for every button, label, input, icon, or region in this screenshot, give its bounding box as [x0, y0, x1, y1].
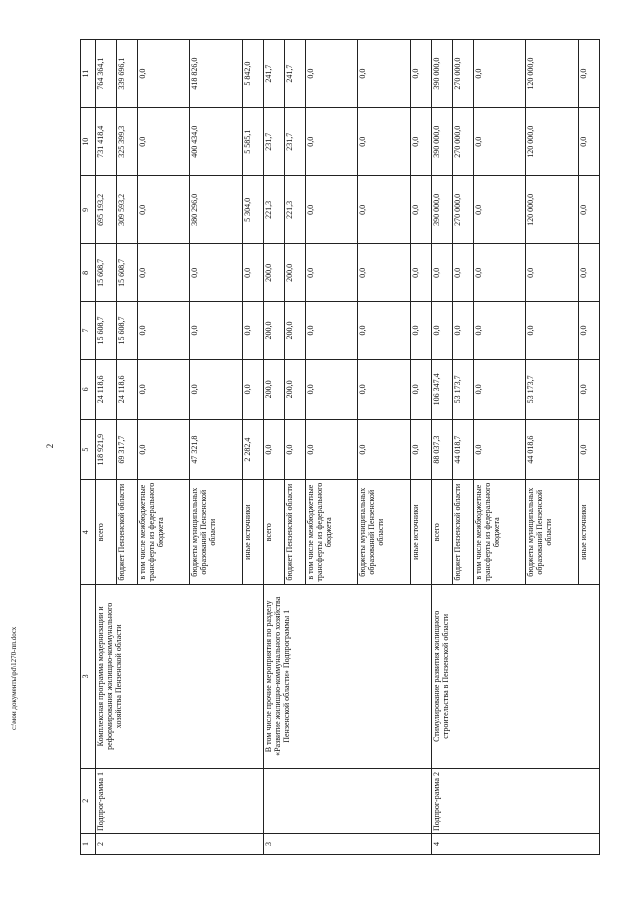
value-cell: 5 842,0: [242, 40, 263, 108]
header-cell: 11: [81, 40, 96, 108]
value-cell: 200,0: [284, 302, 305, 360]
value-cell: 118 921,9: [96, 420, 117, 480]
budget-table: [80, 39, 600, 855]
value-cell: 120 000,0: [526, 108, 578, 176]
value-cell: 0,0: [410, 420, 431, 480]
value-cell: 270 000,0: [452, 176, 473, 244]
subprogram-cell: [263, 768, 431, 834]
row-number-cell: 4: [431, 834, 599, 855]
funding-source-cell: всего: [263, 480, 284, 585]
value-cell: 339 696,1: [117, 40, 138, 108]
value-cell: 15 608,7: [96, 302, 117, 360]
value-cell: 120 000,0: [526, 40, 578, 108]
header-cell: 4: [81, 480, 96, 585]
value-cell: 0,0: [138, 302, 190, 360]
value-cell: 0,0: [358, 359, 410, 419]
value-cell: 0,0: [306, 40, 358, 108]
value-cell: 0,0: [138, 40, 190, 108]
funding-source-cell: бюджеты муниципальных образований Пензенской области: [190, 480, 242, 585]
value-cell: 0,0: [138, 359, 190, 419]
value-cell: 0,0: [578, 40, 599, 108]
funding-source-cell: бюджет Пензенской области: [117, 480, 138, 585]
value-cell: 53 173,7: [452, 359, 473, 419]
value-cell: 0,0: [578, 244, 599, 302]
value-cell: 731 418,4: [96, 108, 117, 176]
table-row: [263, 40, 284, 855]
header-cell: 5: [81, 420, 96, 480]
value-cell: 0,0: [138, 420, 190, 480]
value-cell: 0,0: [473, 244, 525, 302]
value-cell: 200,0: [284, 359, 305, 419]
value-cell: 0,0: [138, 108, 190, 176]
footer-file-path: c:\мои документы\pd\1270-пп.docx: [10, 626, 18, 730]
value-cell: 231,7: [263, 108, 284, 176]
header-cell: 3: [81, 585, 96, 768]
value-cell: 0,0: [473, 40, 525, 108]
value-cell: 0,0: [306, 359, 358, 419]
rotated-table-wrapper: [80, 39, 600, 855]
value-cell: 5 585,1: [242, 108, 263, 176]
funding-source-cell: в том числе межбюджетные трансферты из федерального бюджета: [138, 480, 190, 585]
value-cell: 47 321,8: [190, 420, 242, 480]
value-cell: 0,0: [410, 176, 431, 244]
funding-source-cell: бюджеты муниципальных образований Пензенской области: [358, 480, 410, 585]
value-cell: 0,0: [410, 359, 431, 419]
value-cell: 44 018,7: [452, 420, 473, 480]
value-cell: 0,0: [306, 420, 358, 480]
value-cell: 0,0: [138, 176, 190, 244]
value-cell: 0,0: [473, 302, 525, 360]
program-name-cell: В том числе прочие мероприятия по разделу «Развитие жилищно-коммунального хозяйства Пензенской области» Подпрограммы 1: [263, 585, 431, 768]
funding-source-cell: бюджет Пензенской области: [284, 480, 305, 585]
value-cell: 390 000,0: [431, 108, 452, 176]
row-number-cell: 2: [96, 834, 264, 855]
header-cell: 7: [81, 302, 96, 360]
value-cell: 309 593,2: [117, 176, 138, 244]
header-cell: 1: [81, 834, 96, 855]
value-cell: 53 173,7: [526, 359, 578, 419]
value-cell: 0,0: [526, 302, 578, 360]
header-row: [81, 40, 96, 855]
funding-source-cell: всего: [96, 480, 117, 585]
value-cell: 0,0: [190, 359, 242, 419]
value-cell: 15 608,7: [117, 302, 138, 360]
value-cell: 390 000,0: [431, 176, 452, 244]
value-cell: 0,0: [578, 108, 599, 176]
value-cell: 0,0: [358, 420, 410, 480]
value-cell: 241,7: [284, 40, 305, 108]
value-cell: 0,0: [190, 244, 242, 302]
value-cell: 0,0: [358, 244, 410, 302]
table-row: [96, 40, 117, 855]
program-name-cell: Стимулирование развития жилищного строительства в Пензенской области: [431, 585, 599, 768]
value-cell: 390 000,0: [431, 40, 452, 108]
value-cell: 0,0: [431, 244, 452, 302]
value-cell: 0,0: [578, 302, 599, 360]
value-cell: 0,0: [578, 359, 599, 419]
value-cell: 2 282,4: [242, 420, 263, 480]
funding-source-cell: бюджет Пензенской области: [452, 480, 473, 585]
funding-source-cell: иные источники: [578, 480, 599, 585]
funding-source-cell: всего: [431, 480, 452, 585]
value-cell: 0,0: [578, 420, 599, 480]
funding-source-cell: в том числе межбюджетные трансферты из федерального бюджета: [473, 480, 525, 585]
value-cell: 200,0: [263, 244, 284, 302]
funding-source-cell: в том числе межбюджетные трансферты из федерального бюджета: [306, 480, 358, 585]
value-cell: 0,0: [452, 302, 473, 360]
value-cell: 44 018,6: [526, 420, 578, 480]
value-cell: 0,0: [410, 244, 431, 302]
value-cell: 15 608,7: [96, 244, 117, 302]
funding-source-cell: бюджеты муниципальных образований Пензенской области: [526, 480, 578, 585]
value-cell: 695 193,2: [96, 176, 117, 244]
value-cell: 200,0: [263, 359, 284, 419]
value-cell: 0,0: [306, 176, 358, 244]
value-cell: 120 000,0: [526, 176, 578, 244]
value-cell: 15 608,7: [117, 244, 138, 302]
value-cell: 270 000,0: [452, 40, 473, 108]
subprogram-cell: Подпрог-рамма 2: [431, 768, 599, 834]
value-cell: 0,0: [242, 359, 263, 419]
funding-source-cell: иные источники: [242, 480, 263, 585]
value-cell: 231,7: [284, 108, 305, 176]
header-cell: 10: [81, 108, 96, 176]
row-number-cell: 3: [263, 834, 431, 855]
value-cell: 418 826,0: [190, 40, 242, 108]
value-cell: 0,0: [410, 108, 431, 176]
value-cell: 0,0: [452, 244, 473, 302]
value-cell: 0,0: [358, 176, 410, 244]
value-cell: 88 037,3: [431, 420, 452, 480]
value-cell: 0,0: [138, 244, 190, 302]
value-cell: 106 347,4: [431, 359, 452, 419]
value-cell: 241,7: [263, 40, 284, 108]
funding-source-cell: иные источники: [410, 480, 431, 585]
table-row: [431, 40, 452, 855]
subprogram-cell: Подпрог-рамма 1: [96, 768, 264, 834]
value-cell: 24 118,6: [117, 359, 138, 419]
value-cell: 200,0: [263, 302, 284, 360]
page-number: 2: [45, 443, 55, 449]
value-cell: 0,0: [306, 244, 358, 302]
value-cell: 0,0: [431, 302, 452, 360]
header-cell: 8: [81, 244, 96, 302]
header-cell: 9: [81, 176, 96, 244]
value-cell: 0,0: [190, 302, 242, 360]
value-cell: 400 434,0: [190, 108, 242, 176]
value-cell: 0,0: [473, 420, 525, 480]
value-cell: 0,0: [306, 302, 358, 360]
value-cell: 270 000,0: [452, 108, 473, 176]
header-cell: 6: [81, 359, 96, 419]
value-cell: 0,0: [242, 244, 263, 302]
value-cell: 0,0: [306, 108, 358, 176]
value-cell: 5 304,0: [242, 176, 263, 244]
table-body: [96, 40, 600, 855]
value-cell: 69 317,7: [117, 420, 138, 480]
value-cell: 0,0: [358, 40, 410, 108]
value-cell: 380 296,0: [190, 176, 242, 244]
value-cell: 0,0: [284, 420, 305, 480]
value-cell: 0,0: [526, 244, 578, 302]
value-cell: 0,0: [410, 302, 431, 360]
value-cell: 0,0: [578, 176, 599, 244]
value-cell: 221,3: [263, 176, 284, 244]
program-name-cell: Комплексная программа модернизации и реформирования жилищно-коммунального хозяйства Пензенской области: [96, 585, 264, 768]
header-cell: 2: [81, 768, 96, 834]
value-cell: 0,0: [263, 420, 284, 480]
value-cell: 200,0: [284, 244, 305, 302]
value-cell: 0,0: [473, 176, 525, 244]
value-cell: 0,0: [410, 40, 431, 108]
value-cell: 0,0: [358, 302, 410, 360]
value-cell: 0,0: [358, 108, 410, 176]
value-cell: 221,3: [284, 176, 305, 244]
value-cell: 764 364,1: [96, 40, 117, 108]
value-cell: 0,0: [242, 302, 263, 360]
value-cell: 325 399,3: [117, 108, 138, 176]
value-cell: 0,0: [473, 359, 525, 419]
value-cell: 0,0: [473, 108, 525, 176]
value-cell: 24 118,6: [96, 359, 117, 419]
